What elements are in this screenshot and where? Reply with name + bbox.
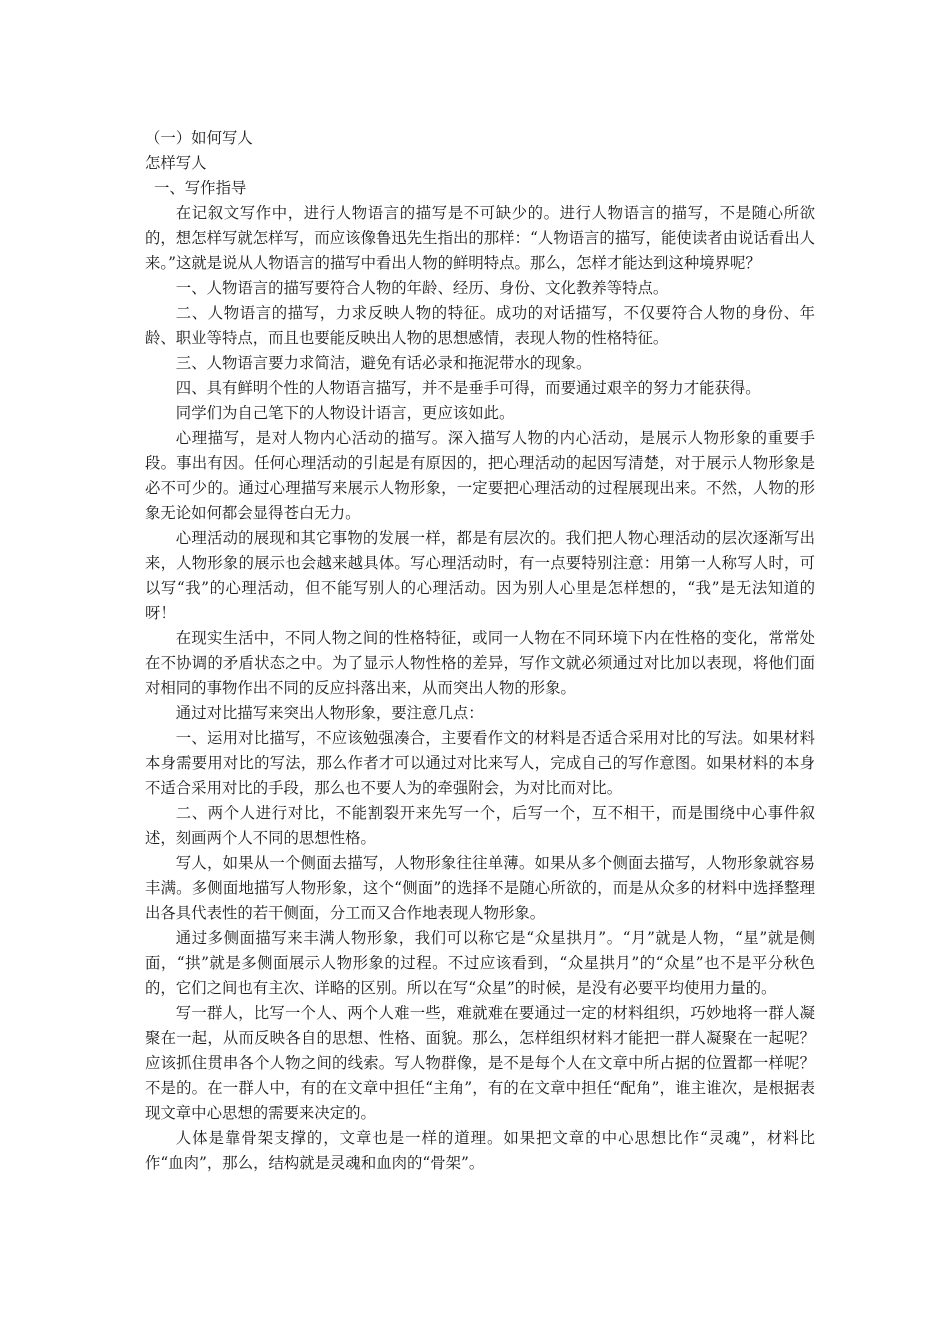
paragraph: 一、人物语言的描写要符合人物的年龄、经历、身份、文化教养等特点。 [175,279,669,297]
paragraph: 通过多侧面描写来丰满人物形象，我们可以称它是“众星拱月”。“月”就是人物，“星”就是侧面，“拱”就是多侧面展示人物形象的过程。不过应该看到，“众星拱月”的“众星”也不是平分秋色的，它们之间也有主次、详略的区别。所以在写“众星”的时候，是没有必要平均使用力量的。 [145,929,815,997]
paragraph: 一、运用对比描写，不应该勉强凑合，主要看作文的材料是否适合采用对比的写法。如果材料本身需要用对比的写法，那么作者才可以通过对比来写人，完成自己的写作意图。如果材料的本身不适合采用对比的手段，那么也不要人为的牵强附会，为对比而对比。 [145,729,815,797]
paragraph: 四、具有鲜明个性的人物语言描写，并不是垂手可得，而要通过艰辛的努力才能获得。 [175,379,761,397]
paragraph: 二、人物语言的描写，力求反映人物的特征。成功的对话描写，不仅要符合人物的身份、年龄、职业等特点，而且也要能反映出人物的思想感情，表现人物的性格特征。 [145,304,815,347]
paragraph: 二、两个人进行对比，不能割裂开来先写一个，后写一个，互不相干，而是围绕中心事件叙述，刻画两个人不同的思想性格。 [145,804,815,847]
document-title: 怎样写人 [145,154,207,172]
sub-heading: 一、写作指导 [154,179,247,197]
paragraph: 写人，如果从一个侧面去描写，人物形象往往单薄。如果从多个侧面去描写，人物形象就容易丰满。多侧面地描写人物形象，这个“侧面”的选择不是随心所欲的，而是从众多的材料中选择整理出各具代表性的若干侧面，分工而又合作地表现人物形象。 [145,854,815,922]
section-title: （一）如何写人 [145,129,253,147]
paragraph: 心理描写，是对人物内心活动的描写。深入描写人物的内心活动，是展示人物形象的重要手段。事出有因。任何心理活动的引起是有原因的，把心理活动的起因写清楚，对于展示人物形象是必不可少的。通过心理描写来展示人物形象，一定要把心理活动的过程展现出来。不然，人物的形象无论如何都会显得苍白无力。 [145,429,815,522]
paragraph: 同学们为自己笔下的人物设计语言，更应该如此。 [175,404,515,422]
document-page [145,126,815,1176]
paragraph: 在记叙文写作中，进行人物语言的描写是不可缺少的。进行人物语言的描写，不是随心所欲的，想怎样写就怎样写，而应该像鲁迅先生指出的那样：“人物语言的描写，能使读者由说话看出人来。”这就是说从人物语言的描写中看出人物的鲜明特点。那么，怎样才能达到这种境界呢？ [145,204,815,272]
paragraph: 在现实生活中，不同人物之间的性格特征，或同一人物在不同环境下内在性格的变化，常常处在不协调的矛盾状态之中。为了显示人物性格的差异，写作文就必须通过对比加以表现，将他们面对相同的事物作出不同的反应抖落出来，从而突出人物的形象。 [145,629,815,697]
paragraph: 通过对比描写来突出人物形象，要注意几点： [175,704,484,722]
paragraph: 人体是靠骨架支撑的，文章也是一样的道理。如果把文章的中心思想比作“灵魂”，材料比作“血肉”，那么，结构就是灵魂和血肉的“骨架”。 [145,1129,815,1172]
paragraph: 写一群人，比写一个人、两个人难一些，难就难在要通过一定的材料组织，巧妙地将一群人凝聚在一起，从而反映各自的思想、性格、面貌。那么，怎样组织材料才能把一群人凝聚在一起呢？应该抓住贯串各个人物之间的线索。写人物群像，是不是每个人在文章中所占据的位置都一样呢？不是的。在一群人中，有的在文章中担任“主角”，有的在文章中担任“配角”，谁主谁次，是根据表现文章中心思想的需要来决定的。 [145,1004,815,1122]
paragraph: 三、人物语言要力求简洁，避免有话必录和拖泥带水的现象。 [175,354,592,372]
paragraph: 心理活动的展现和其它事物的发展一样，都是有层次的。我们把人物心理活动的层次逐渐写出来，人物形象的展示也会越来越具体。写心理活动时，有一点要特别注意：用第一人称写人时，可以写“我”的心理活动，但不能写别人的心理活动。因为别人心里是怎样想的，“我”是无法知道的呀！ [145,529,815,622]
